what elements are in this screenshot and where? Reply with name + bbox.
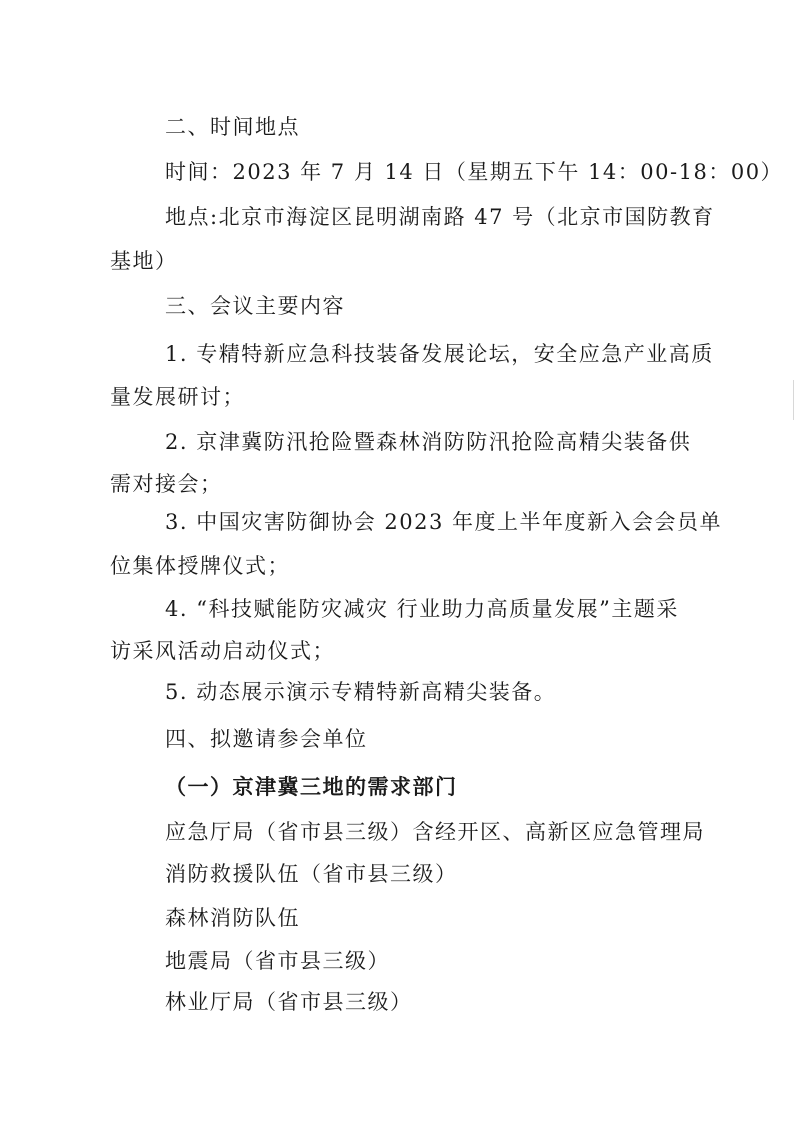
content-item-2-line-1: 2. 京津冀防汛抢险暨森林消防防汛抢险高精尖装备供 [165,430,692,454]
invited-unit-item: 消防救援队伍（省市县三级） [165,862,458,886]
content-item-1-line-1: 1. 专精特新应急科技装备发展论坛，安全应急产业高质 [165,342,714,366]
content-item-2-line-2: 需对接会； [110,472,223,496]
section-heading-main-content: 三、会议主要内容 [165,294,345,318]
invited-unit-item: 森林消防队伍 [165,906,300,930]
invited-unit-item: 地震局（省市县三级） [165,949,390,973]
subheading-demand-departments: （一）京津冀三地的需求部门 [165,775,458,799]
section-heading-invited-units: 四、拟邀请参会单位 [165,727,368,751]
meeting-place-line-2: 基地） [110,249,178,273]
content-item-3-line-2: 位集体授牌仪式； [110,554,290,578]
meeting-time: 时间：2023 年 7 月 14 日（星期五下午 14：00-18：00） [165,160,784,184]
meeting-place-line-1: 地点:北京市海淀区昆明湖南路 47 号（北京市国防教育 [165,205,715,229]
invited-unit-item: 应急厅局（省市县三级）含经开区、高新区应急管理局 [165,820,705,844]
content-item-4-line-2: 访采风活动启动仪式； [110,639,335,663]
content-item-5: 5. 动态展示演示专精特新高精尖装备。 [165,680,557,704]
content-item-1-line-2: 量发展研讨； [110,385,245,409]
section-heading-time-place: 二、时间地点 [165,115,300,139]
scan-edge-mark [793,380,794,420]
invited-unit-item: 林业厅局（省市县三级） [165,990,413,1014]
content-item-4-line-1: 4. “科技赋能防灾减灾 行业助力高质量发展”主题采 [165,597,679,621]
content-item-3-line-1: 3. 中国灾害防御协会 2023 年度上半年度新入会会员单 [165,510,723,534]
